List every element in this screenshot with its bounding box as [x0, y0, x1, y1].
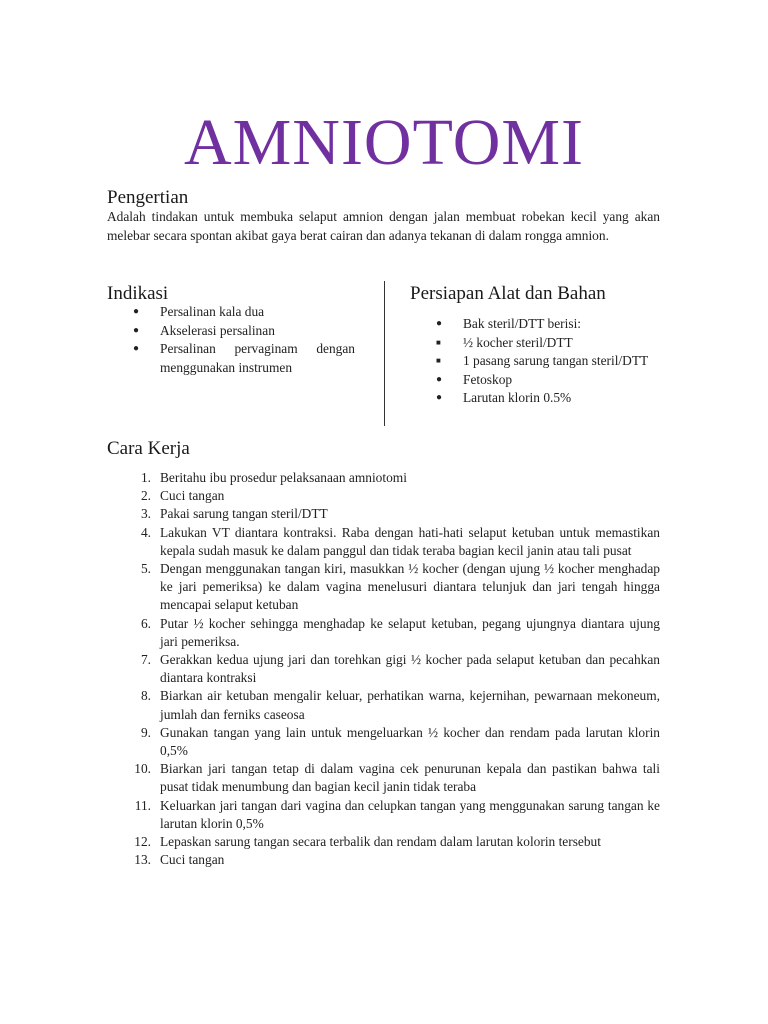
step-number: 13.	[134, 852, 151, 868]
list-item	[133, 322, 355, 341]
step-text: Gerakkan kedua ujung jari dan torehkan gigi ½ kocher pada selaput ketuban dan pecahkan diantara kontraksi	[160, 652, 660, 686]
step-text: Cuci tangan	[160, 488, 225, 504]
pengertian-text: Adalah tindakan untuk membuka selaput amnion dengan jalan membuat robekan kecil yang akan melebar secara spontan akibat gaya berat cairan dan adanya tekanan di dalam rongga amnion.	[107, 209, 660, 243]
list-item	[133, 303, 355, 322]
list-item	[133, 340, 355, 377]
step-number: 8.	[140, 688, 151, 704]
indikasi-list	[133, 303, 355, 377]
list-item-text: Persalinan pervaginam dengan menggunakan instrumen	[160, 341, 355, 375]
step-number: 10.	[134, 761, 151, 777]
square-bullet-icon: ■	[436, 356, 441, 365]
step-text: Pakai sarung tangan steril/DTT	[160, 506, 328, 522]
step-item	[107, 851, 660, 869]
list-item-text: Akselerasi persalinan	[160, 322, 275, 338]
list-item-text: Fetoskop	[463, 371, 513, 387]
pengertian-heading: Pengertian	[107, 187, 189, 208]
list-item-text: 1 pasang sarung tangan steril/DTT	[463, 353, 649, 368]
bullet-icon: ●	[133, 343, 140, 354]
square-bullet-icon: ■	[436, 337, 441, 347]
cara-kerja-steps	[107, 469, 660, 869]
step-item	[107, 651, 660, 687]
list-item	[436, 334, 660, 353]
step-item	[107, 833, 660, 851]
step-number: 6.	[140, 615, 151, 631]
step-number: 3.	[140, 506, 151, 522]
column-divider	[384, 281, 385, 426]
step-number: 11.	[134, 797, 151, 813]
list-item	[436, 352, 660, 371]
bullet-icon: ●	[436, 373, 443, 385]
step-text: Dengan menggunakan tangan kiri, masukkan ½ kocher (dengan ujung ½ kocher menghadap ke jari pemeriksa) ke dalam vagina menelusuri diantara telunjuk dan jari tengah hingga mencapai selaput ketuban	[160, 561, 660, 613]
step-item	[107, 797, 660, 833]
step-item	[107, 760, 660, 796]
step-number: 5.	[140, 561, 151, 577]
step-item	[107, 560, 660, 615]
step-text: Biarkan air ketuban mengalir keluar, perhatikan warna, kejernihan, pewarnaan mekoneum, jumlah dan ferniks caseosa	[160, 688, 660, 722]
step-number: 4.	[140, 524, 151, 540]
bullet-icon: ●	[436, 318, 443, 329]
step-number: 1.	[140, 470, 151, 485]
persiapan-list	[436, 315, 660, 408]
cara-kerja-heading: Cara Kerja	[107, 438, 190, 459]
list-item-text: Persalinan kala dua	[160, 304, 265, 319]
list-item-text: ½ kocher steril/DTT	[463, 334, 573, 350]
bullet-icon: ●	[133, 324, 140, 336]
list-item	[436, 389, 660, 408]
bullet-icon: ●	[133, 306, 140, 317]
step-text: Cuci tangan	[160, 852, 225, 868]
step-number: 2.	[140, 488, 151, 504]
step-item	[107, 615, 660, 651]
step-text: Keluarkan jari tangan dari vagina dan celupkan tangan yang menggunakan sarung tangan ke larutan klorin 0,5%	[160, 797, 660, 831]
step-item	[107, 524, 660, 560]
step-item	[107, 505, 660, 523]
bullet-icon: ●	[436, 392, 443, 403]
step-item	[107, 487, 660, 505]
step-text: Lepaskan sarung tangan secara terbalik dan rendam dalam larutan kolorin tersebut	[160, 834, 601, 850]
list-item-text: Larutan klorin 0.5%	[463, 390, 572, 405]
list-item-text: Bak steril/DTT berisi:	[463, 316, 582, 331]
document-title: AMNIOTOMI	[183, 106, 585, 179]
step-item	[107, 469, 660, 487]
step-text: Beritahu ibu prosedur pelaksanaan amniotomi	[160, 470, 407, 485]
step-number: 12.	[134, 834, 151, 850]
persiapan-heading: Persiapan Alat dan Bahan	[410, 283, 606, 304]
list-item	[436, 371, 660, 390]
step-text: Lakukan VT diantara kontraksi. Raba dengan hati-hati selaput ketuban untuk memastikan kepala sudah masuk ke dalam panggul dan tidak teraba bagian kecil janin atau tali pusat	[160, 524, 660, 558]
list-item	[436, 315, 660, 334]
step-text: Biarkan jari tangan tetap di dalam vagina cek penurunan kepala dan pastikan bahwa tali pusat tidak menumbung dan bagian kecil janin tidak teraba	[160, 761, 660, 795]
step-text: Gunakan tangan yang lain untuk mengeluarkan ½ kocher dan rendam pada larutan klorin 0,5%	[160, 724, 660, 759]
step-item	[107, 724, 660, 760]
step-number: 9.	[140, 724, 151, 740]
step-item	[107, 687, 660, 723]
indikasi-heading: Indikasi	[107, 283, 169, 304]
step-text: Putar ½ kocher sehingga menghadap ke selaput ketuban, pegang ujungnya diantara ujung jari pemeriksa.	[160, 615, 660, 649]
step-number: 7.	[140, 652, 151, 668]
